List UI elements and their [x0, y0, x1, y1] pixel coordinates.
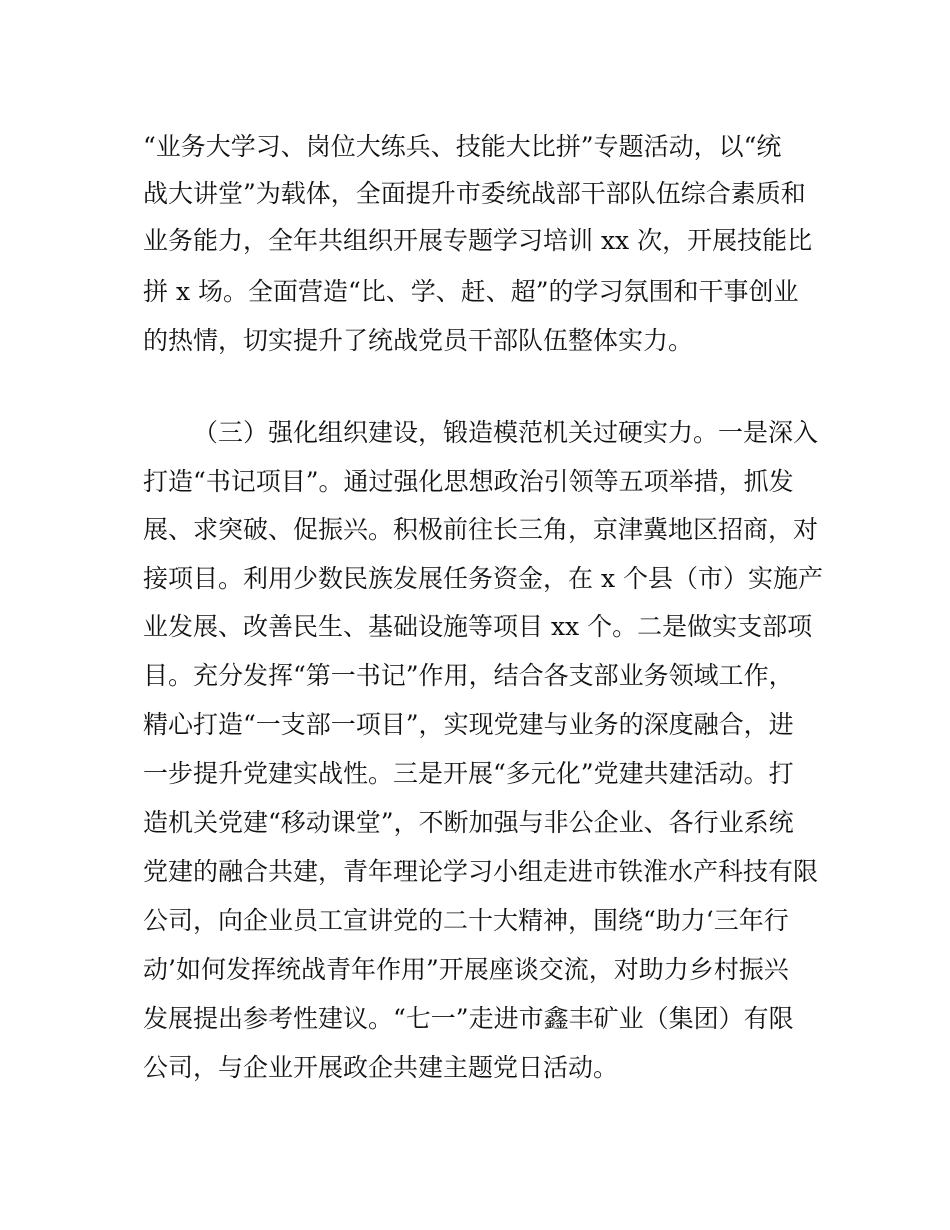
paragraph-2-line: 党建的融合共建，青年理论学习小组走进市铁淮水产科技有限 — [143, 857, 819, 886]
paragraph-1-line: 的热情，切实提升了统战党员干部队伍整体实力。 — [143, 326, 694, 355]
paragraph-2-line: 造机关党建“移动课堂”，不断加强与非公企业、各行业系统 — [143, 808, 794, 837]
paragraph-2-line: 业发展、改善民生、基础设施等项目 xx 个。二是做实支部项 — [143, 612, 813, 641]
paragraph-2-line: 动’如何发挥统战青年作用”开展座谈交流，对助力乡村振兴 — [143, 955, 789, 984]
paragraph-2-line: 发展提出参考性建议。“七一”走进市鑫丰矿业（集团）有限 — [143, 1004, 794, 1033]
paragraph-1-line: 战大讲堂”为载体，全面提升市委统战部干部队伍综合素质和 — [143, 179, 806, 208]
paragraph-1-line: 业务能力，全年共组织开展专题学习培训 xx 次，开展技能比 — [143, 226, 813, 255]
paragraph-2-heading-line: （三）强化组织建设，锻造模范机关过硬实力。一是深入 — [193, 418, 819, 447]
paragraph-2-line: 目。充分发挥“第一书记”作用，结合各支部业务领域工作， — [143, 661, 794, 690]
paragraph-2-line: 公司，与企业开展政企共建主题党日活动。 — [143, 1053, 619, 1082]
paragraph-2-line: 展、求突破、促振兴。积极前往长三角，京津冀地区招商，对 — [143, 515, 819, 544]
paragraph-2-line: 打造“书记项目”。通过强化思想政治引领等五项举措，抓发 — [143, 467, 794, 496]
paragraph-2-line: 精心打造“一支部一项目”，实现党建与业务的深度融合，进 — [143, 710, 794, 739]
paragraph-2-line: 一步提升党建实战性。三是开展“多元化”党建共建活动。打 — [143, 759, 794, 788]
paragraph-2-line: 公司，向企业员工宣讲党的二十大精神，围绕“助力‘三年行 — [143, 906, 789, 935]
paragraph-1-line: 拼 x 场。全面营造“比、学、赶、超”的学习氛围和干事创业 — [143, 277, 799, 306]
paragraph-1-line: “业务大学习、岗位大练兵、技能大比拼”专题活动，以“统 — [143, 132, 782, 161]
paragraph-2-line: 接项目。利用少数民族发展任务资金，在 x 个县（市）实施产 — [143, 564, 823, 593]
